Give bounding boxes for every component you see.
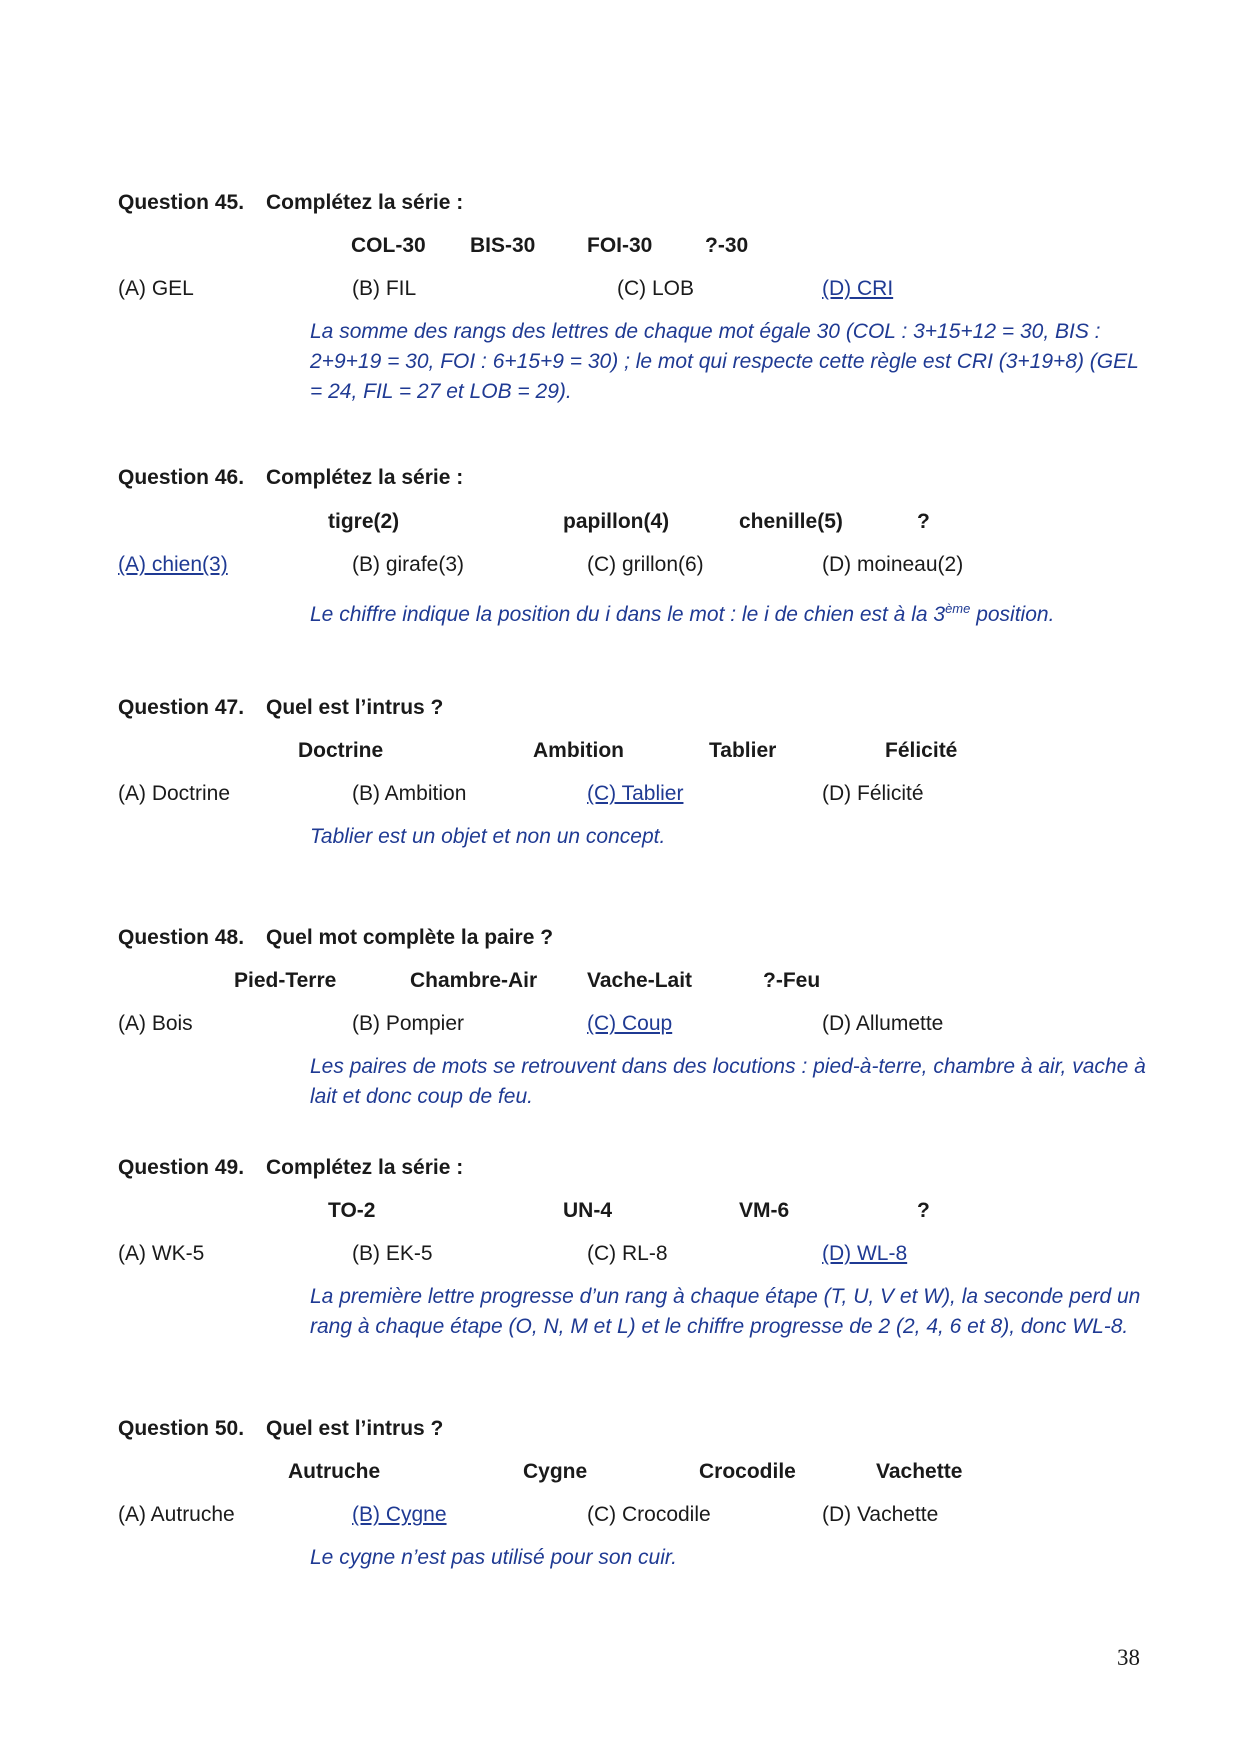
- question-prompt: Quel mot complète la paire ?: [266, 926, 554, 949]
- series-item: Chambre-Air: [410, 969, 538, 992]
- option-c-correct[interactable]: (C) Coup: [587, 1012, 673, 1035]
- series-item: papillon(4): [563, 510, 670, 533]
- option-b-correct[interactable]: (B) Cygne: [352, 1503, 447, 1526]
- explanation: [310, 594, 1150, 630]
- question-number: Question 46.: [118, 466, 245, 489]
- option-b[interactable]: (B) FIL: [352, 277, 417, 300]
- question-number: Question 48.: [118, 926, 245, 949]
- option-c[interactable]: (C) RL-8: [587, 1242, 668, 1265]
- question-prompt: Complétez la série :: [266, 466, 464, 489]
- series-item: Ambition: [533, 739, 624, 762]
- option-b[interactable]: (B) EK-5: [352, 1242, 433, 1265]
- series-item: Vache-Lait: [587, 969, 693, 992]
- question-title: [118, 696, 443, 720]
- series-item: Crocodile: [699, 1460, 796, 1483]
- page-number: 38: [1117, 1645, 1140, 1670]
- series-item: BIS-30: [470, 234, 536, 257]
- series-item: VM-6: [739, 1199, 790, 1222]
- series-item: COL-30: [351, 234, 426, 257]
- explanation: La somme des rangs des lettres de chaque mot égale 30 (COL : 3+15+12 = 30, BIS : 2+9+19 = 30, FOI : 6+15+9 = 30) ; le mot qui respecte cette règle est CRI (3+19+8) (GEL = 24, FIL = 27 et LOB = 29).: [310, 320, 1139, 403]
- series-item: Doctrine: [298, 739, 384, 762]
- option-a[interactable]: (A) GEL: [118, 277, 194, 300]
- series-item: Tablier: [709, 739, 777, 762]
- question-number: Question 47.: [118, 696, 245, 719]
- explanation: La première lettre progresse d’un rang à chaque étape (T, U, V et W), la seconde perd un rang à chaque étape (O, N, M et L) et le chiffre progresse de 2 (2, 4, 6 et 8), donc WL-8.: [310, 1285, 1141, 1338]
- series-item: ?: [917, 1199, 930, 1222]
- option-a[interactable]: (A) Doctrine: [118, 782, 231, 805]
- option-d[interactable]: (D) Allumette: [822, 1012, 944, 1035]
- option-d[interactable]: (D) Vachette: [822, 1503, 939, 1526]
- option-c[interactable]: (C) grillon(6): [587, 553, 704, 576]
- series-item: UN-4: [563, 1199, 613, 1222]
- option-d-correct[interactable]: (D) CRI: [822, 277, 894, 300]
- series-item: tigre(2): [328, 510, 400, 533]
- explanation: Tablier est un objet et non un concept.: [310, 825, 666, 848]
- question-title: [118, 1156, 463, 1180]
- series-item: TO-2: [328, 1199, 376, 1222]
- explanation: Les paires de mots se retrouvent dans des locutions : pied-à-terre, chambre à air, vache à lait et donc coup de feu.: [310, 1055, 1146, 1108]
- option-a[interactable]: (A) Autruche: [118, 1503, 235, 1526]
- series-item: Cygne: [523, 1460, 588, 1483]
- option-b[interactable]: (B) girafe(3): [352, 553, 465, 576]
- question-prompt: Complétez la série :: [266, 1156, 464, 1179]
- question-title: [118, 926, 553, 950]
- series-item: ?: [917, 510, 930, 533]
- series-item: ?-30: [705, 234, 749, 257]
- option-c-correct[interactable]: (C) Tablier: [587, 782, 684, 805]
- question-title: [118, 466, 463, 490]
- option-c[interactable]: (C) LOB: [617, 277, 695, 300]
- question-number: Question 49.: [118, 1156, 245, 1179]
- explanation-superscript: ème: [945, 601, 971, 616]
- series-item: chenille(5): [739, 510, 843, 533]
- explanation-text-end: position.: [970, 603, 1055, 626]
- option-b[interactable]: (B) Ambition: [352, 782, 467, 805]
- series-item: Pied-Terre: [234, 969, 337, 992]
- option-d-correct[interactable]: (D) WL-8: [822, 1242, 908, 1265]
- series-item: ?-Feu: [763, 969, 821, 992]
- question-number: Question 50.: [118, 1417, 245, 1440]
- option-a-correct[interactable]: (A) chien(3): [118, 553, 228, 576]
- series-item: Autruche: [288, 1460, 381, 1483]
- option-b[interactable]: (B) Pompier: [352, 1012, 465, 1035]
- question-prompt: Complétez la série :: [266, 191, 464, 214]
- series-item: Vachette: [876, 1460, 963, 1483]
- question-title: [118, 191, 463, 215]
- option-a[interactable]: (A) Bois: [118, 1012, 193, 1035]
- explanation-text: Le chiffre indique la position du i dans le mot : le i de chien est à la 3: [310, 603, 946, 626]
- option-d[interactable]: (D) Félicité: [822, 782, 924, 805]
- option-d[interactable]: (D) moineau(2): [822, 553, 964, 576]
- series-item: Félicité: [885, 739, 958, 762]
- explanation: Le cygne n’est pas utilisé pour son cuir.: [310, 1546, 677, 1569]
- question-prompt: Quel est l’intrus ?: [266, 1417, 444, 1440]
- series-item: FOI-30: [587, 234, 653, 257]
- question-number: Question 45.: [118, 191, 245, 214]
- option-a[interactable]: (A) WK-5: [118, 1242, 205, 1265]
- option-c[interactable]: (C) Crocodile: [587, 1503, 711, 1526]
- question-title: [118, 1417, 443, 1441]
- question-prompt: Quel est l’intrus ?: [266, 696, 444, 719]
